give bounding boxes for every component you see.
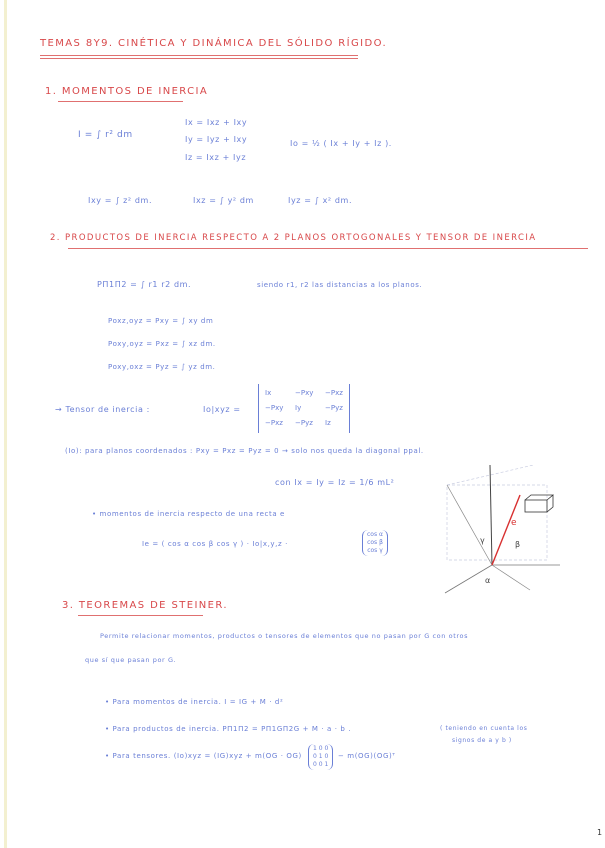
equation: Iz = Ixz + Iyz <box>185 153 247 162</box>
section2-heading: 2. PRODUCTOS DE INERCIA RESPECTO A 2 PLANOS ORTOGONALES Y TENSOR DE INERCIA <box>50 233 537 243</box>
bullet: • Para momentos de inercia. I = IG + M · d² <box>105 698 284 706</box>
equation: Ie = ( cos α cos β cos γ ) · Io|x,y,z · <box>142 540 288 548</box>
title-underline <box>40 55 358 56</box>
label-gamma: γ <box>480 536 485 545</box>
bullet: • Para productos de inercia. PΠ1Π2 = PΠ1GΠ2G + M · a · b . <box>105 725 352 733</box>
note: con Ix = Iy = Iz = 1/6 mL² <box>275 478 395 487</box>
tensor-symbol: Io|xyz = <box>203 405 241 414</box>
label-beta: β <box>515 540 521 549</box>
direction-vector: cos α cos β cos γ <box>362 530 388 556</box>
equation: Poxy,oyz = Pxz = ∫ xz dm. <box>108 340 216 348</box>
equation: Poxz,oyz = Pxy = ∫ xy dm <box>108 317 214 325</box>
bullet: • momentos de inercia respecto de una recta e <box>92 510 285 518</box>
equation: I = ∫ r² dm <box>78 130 133 140</box>
equation: Iyz = ∫ x² dm. <box>288 196 353 205</box>
equation: Io = ½ ( Ix + Iy + Iz ). <box>290 139 392 148</box>
page-edge <box>4 0 7 848</box>
equation: − m(OG)(OG)ᵀ <box>338 752 396 760</box>
paragraph: Permite relacionar momentos, productos o tensores de elementos que no pasan por G con otros <box>100 632 469 640</box>
bullet: • Para tensores. (Io)xyz = (IG)xyz + m(OG · OG) <box>105 752 302 760</box>
note: siendo r1, r2 las distancias a los planos. <box>257 281 423 289</box>
section3-underline <box>78 615 203 616</box>
note: signos de a y b ) <box>452 737 512 744</box>
tensor-label: → Tensor de inercia : <box>55 405 150 414</box>
equation: Ix = Ixz + Ixy <box>185 118 248 127</box>
page-number: 1 <box>597 828 603 837</box>
title-underline-2 <box>40 58 358 59</box>
box-icon <box>525 495 553 512</box>
page-title: TEMAS 8Y9. CINÉTICA Y DINÁMICA DEL SÓLIDO RÍGIDO. <box>40 38 388 49</box>
section3-heading: 3. TEOREMAS DE STEINER. <box>62 600 228 611</box>
equation: Poxy,oxz = Pyz = ∫ yz dm. <box>108 363 216 371</box>
identity-matrix: 1 0 0 0 1 0 0 0 1 <box>308 744 333 770</box>
vector-e <box>492 495 520 565</box>
label-e: e <box>511 518 517 528</box>
equation: Iy = Iyz + Ixy <box>185 135 248 144</box>
equation: Ixz = ∫ y² dm <box>193 196 254 205</box>
equation: PΠ1Π2 = ∫ r1 r2 dm. <box>97 280 192 289</box>
section1-heading: 1. MOMENTOS DE INERCIA <box>45 86 209 97</box>
axis-diagram <box>435 465 570 595</box>
equation: Ixy = ∫ z² dm. <box>88 196 153 205</box>
section1-underline <box>58 101 183 102</box>
note: ( teniendo en cuenta los <box>440 725 528 732</box>
inertia-matrix: Ix −Pxy −Pxz −Pxy Iy −Pyz −Pxz −Pyz Iz <box>258 384 350 433</box>
paragraph: que sí que pasan por G. <box>85 656 177 664</box>
label-alpha: α <box>485 576 491 585</box>
section2-underline <box>68 248 588 249</box>
note: (Io): para planos coordenados : Pxy = Pxz = Pyz = 0 → solo nos queda la diagonal ppal. <box>65 447 424 455</box>
